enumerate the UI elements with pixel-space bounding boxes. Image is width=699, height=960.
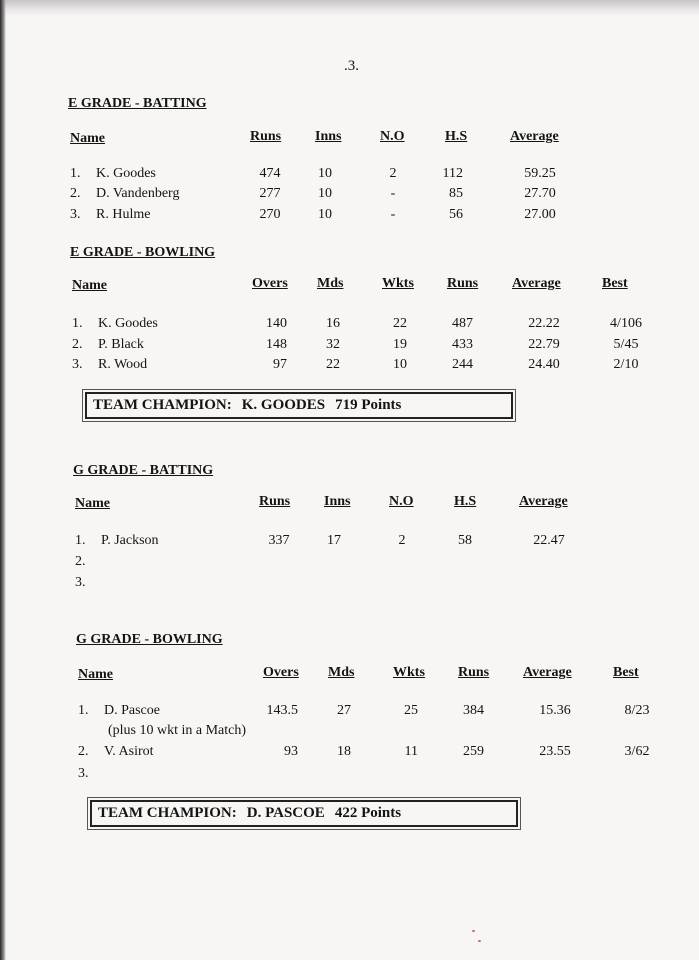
paper-top-edge <box>0 0 699 16</box>
e_bowling-cell-best: 4/106 <box>610 316 642 331</box>
e_batting-cell-runs: 474 <box>259 166 281 181</box>
g_bowling-cell-runs: 384 <box>463 703 484 718</box>
e_batting-cell-inns: 10 <box>318 207 332 222</box>
g_bowling-header-overs: Overs <box>263 665 299 680</box>
g_bowling-header-mds: Mds <box>328 665 355 680</box>
e_batting-row-number: 1. <box>70 166 81 181</box>
e_bowling-header-name: Name <box>72 278 107 293</box>
e_batting-header-name: Name <box>70 131 105 146</box>
e_bowling-header-mds: Mds <box>317 276 344 291</box>
team-champion-points: 422 Points <box>334 805 402 821</box>
e_batting-row-number: 3. <box>70 207 81 222</box>
g_bowling-cell-wkts: 11 <box>404 744 418 759</box>
e_bowling-cell-wkts: 22 <box>393 316 407 331</box>
e_batting-cell-average: 59.25 <box>524 166 556 181</box>
paper-speck <box>472 930 475 932</box>
g_bowling-cell-mds: 18 <box>337 744 351 759</box>
e_bowling-header-runs: Runs <box>447 276 479 291</box>
e_batting-cell-runs: 277 <box>259 186 281 201</box>
e_bowling-cell-mds: 22 <box>326 357 340 372</box>
e_bowling-player-name: R. Wood <box>98 357 148 372</box>
e_bowling-cell-mds: 32 <box>326 337 340 352</box>
g_bowling-cell-average: 15.36 <box>539 703 571 718</box>
e_batting-header-hs: H.S <box>445 129 468 144</box>
g_bowling-cell-average: 23.55 <box>539 744 571 759</box>
e_batting-cell-hs: 85 <box>449 186 463 201</box>
e_batting-cell-no: 2 <box>389 166 397 181</box>
g_bowling-row-number: 2. <box>78 744 89 759</box>
g_batting-row-number: 1. <box>75 533 86 548</box>
g_bowling-cell-overs: 143.5 <box>266 703 298 718</box>
g_bowling-cell-mds: 27 <box>337 703 351 718</box>
e_bowling-cell-wkts: 19 <box>393 337 407 352</box>
e_bowling-cell-runs: 433 <box>452 337 473 352</box>
g_bowling-header-best: Best <box>613 665 639 680</box>
g_batting-cell-inns: 17 <box>327 533 341 548</box>
g_batting-title: G GRADE - BATTING <box>73 463 214 478</box>
g-champion-box <box>90 800 518 827</box>
g_bowling-cell-runs: 259 <box>463 744 484 759</box>
team-champion-name: K. GOODES <box>241 397 326 413</box>
e_batting-header-inns: Inns <box>315 129 342 144</box>
e_bowling-cell-best: 5/45 <box>613 337 639 352</box>
g_batting-header-average: Average <box>519 494 568 509</box>
g_bowling-row-number: 1. <box>78 703 89 718</box>
e_batting-title: E GRADE - BATTING <box>68 96 207 111</box>
e_bowling-cell-average: 22.79 <box>528 337 560 352</box>
e_batting-cell-average: 27.00 <box>524 207 556 222</box>
e_bowling-row-number: 2. <box>72 337 83 352</box>
e_batting-cell-inns: 10 <box>318 186 332 201</box>
g_bowling-title: G GRADE - BOWLING <box>76 632 223 647</box>
e-champion-box <box>85 392 513 419</box>
g_batting-row-number: 2. <box>75 554 86 569</box>
e_batting-cell-hs: 112 <box>442 166 463 181</box>
e_bowling-header-best: Best <box>602 276 628 291</box>
g_bowling-player-name: D. Pascoe <box>104 703 160 718</box>
g_bowling-cell-wkts: 25 <box>404 703 418 718</box>
g_batting-cell-runs: 337 <box>268 533 290 548</box>
e_batting-player-name: K. Goodes <box>96 166 156 181</box>
e_bowling-cell-runs: 244 <box>452 357 473 372</box>
g_batting-header-hs: H.S <box>454 494 477 509</box>
e_bowling-player-name: P. Black <box>98 337 144 352</box>
g_batting-header-runs: Runs <box>259 494 291 509</box>
e_batting-header-average: Average <box>510 129 559 144</box>
e_batting-cell-no: - <box>390 207 396 222</box>
e_bowling-title: E GRADE - BOWLING <box>70 245 216 260</box>
g_bowling-player-name: (plus 10 wkt in a Match) <box>108 723 247 738</box>
g_bowling-header-wkts: Wkts <box>393 665 425 680</box>
g_bowling-row-number: 3. <box>78 766 89 781</box>
e_bowling-cell-runs: 487 <box>452 316 473 331</box>
e_bowling-cell-wkts: 10 <box>393 357 407 372</box>
e_batting-cell-runs: 270 <box>259 207 281 222</box>
e_bowling-header-average: Average <box>512 276 561 291</box>
g_bowling-player-name: V. Asirot <box>104 744 154 759</box>
team-champion-label: TEAM CHAMPION: <box>98 805 237 821</box>
g_batting-header-name: Name <box>75 496 110 511</box>
g_batting-player-name: P. Jackson <box>101 533 159 548</box>
e_batting-header-no: N.O <box>380 129 405 144</box>
g_batting-cell-no: 2 <box>398 533 406 548</box>
page-number: .3. <box>344 58 359 74</box>
e_bowling-cell-average: 22.22 <box>528 316 560 331</box>
e_batting-cell-hs: 56 <box>449 207 463 222</box>
e_bowling-cell-mds: 16 <box>326 316 340 331</box>
team-champion-label: TEAM CHAMPION: <box>93 397 232 413</box>
g_bowling-cell-overs: 93 <box>284 744 298 759</box>
g_bowling-cell-best: 3/62 <box>624 744 650 759</box>
e_batting-player-name: D. Vandenberg <box>96 186 180 201</box>
e_bowling-cell-best: 2/10 <box>613 357 639 372</box>
e_bowling-header-overs: Overs <box>252 276 288 291</box>
e_batting-player-name: R. Hulme <box>96 207 151 222</box>
g_batting-row-number: 3. <box>75 575 86 590</box>
g_batting-header-no: N.O <box>389 494 414 509</box>
g_batting-cell-hs: 58 <box>458 533 472 548</box>
e_bowling-cell-overs: 148 <box>266 337 287 352</box>
g_bowling-header-average: Average <box>523 665 572 680</box>
g_bowling-cell-best: 8/23 <box>624 703 650 718</box>
g_batting-cell-average: 22.47 <box>533 533 565 548</box>
e_batting-header-runs: Runs <box>250 129 282 144</box>
e_batting-row-number: 2. <box>70 186 81 201</box>
g_bowling-header-runs: Runs <box>458 665 490 680</box>
e_bowling-row-number: 3. <box>72 357 83 372</box>
e_bowling-row-number: 1. <box>72 316 83 331</box>
e_batting-cell-no: - <box>390 186 396 201</box>
e_bowling-cell-average: 24.40 <box>528 357 560 372</box>
e_batting-cell-average: 27.70 <box>524 186 556 201</box>
e_bowling-player-name: K. Goodes <box>98 316 158 331</box>
e_bowling-cell-overs: 140 <box>266 316 287 331</box>
e_bowling-cell-overs: 97 <box>273 357 287 372</box>
e_batting-cell-inns: 10 <box>318 166 332 181</box>
team-champion-name: D. PASCOE <box>246 805 325 821</box>
team-champion-points: 719 Points <box>335 397 402 413</box>
paper-speck <box>478 940 481 942</box>
g_batting-header-inns: Inns <box>324 494 351 509</box>
e_bowling-header-wkts: Wkts <box>382 276 414 291</box>
paper-left-edge <box>0 0 6 960</box>
g_bowling-header-name: Name <box>78 667 113 682</box>
